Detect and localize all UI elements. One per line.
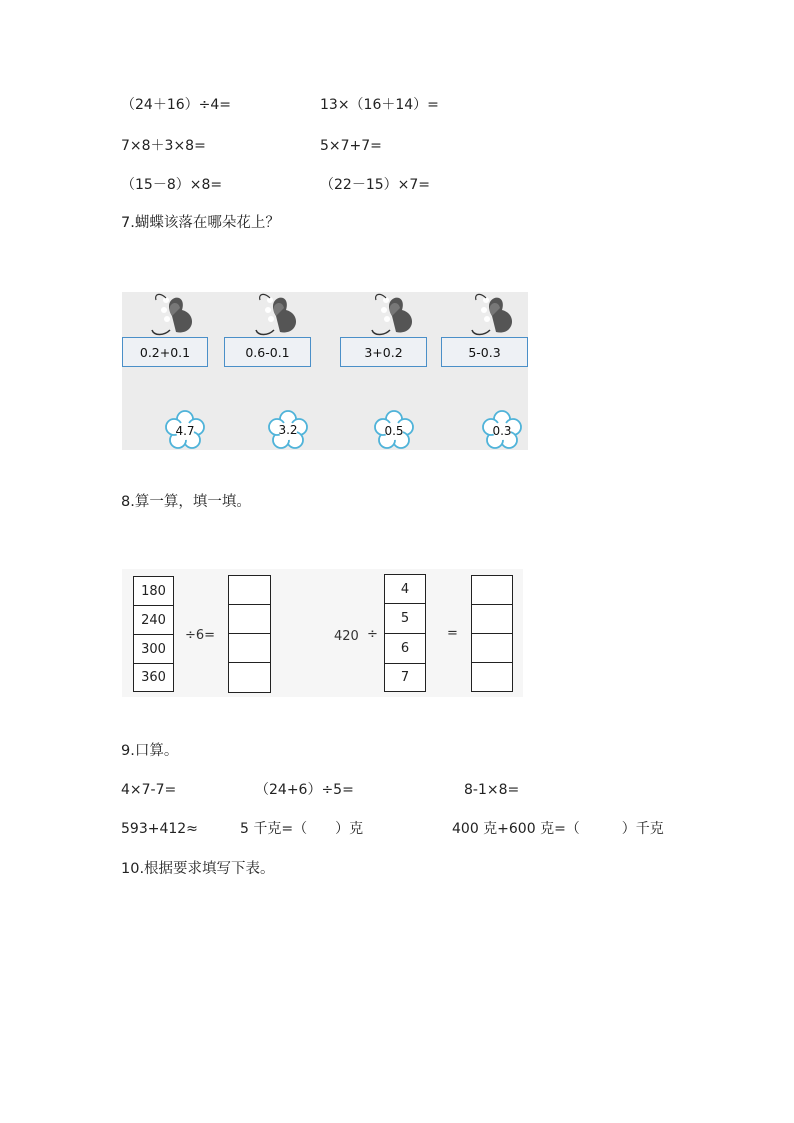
dividend-cell: 180 [134, 577, 173, 606]
butterfly-icon [246, 292, 300, 340]
butterfly-panel [122, 292, 528, 450]
expression-box: 5-0.3 [441, 337, 528, 367]
divisor-cell: 6 [385, 634, 425, 664]
answer-cell[interactable] [229, 605, 270, 634]
divisor-cell: 7 [400, 670, 410, 685]
expression-box: 0.2+0.1 [122, 337, 208, 367]
divisor-cell: 4 [385, 575, 425, 604]
answer-cell[interactable] [229, 663, 270, 692]
q8-title: 8.算一算，填一填。 [121, 494, 251, 510]
exercise-6: （22－15）×7= [320, 177, 430, 193]
expression-box: 3+0.2 [340, 337, 427, 367]
flower-value: 4.7 [175, 424, 195, 438]
exercise-4: 5×7+7= [320, 138, 382, 154]
equals-sign: = [447, 626, 458, 641]
flower-value: 0.5 [384, 424, 404, 438]
answer-column [228, 575, 271, 693]
mental-math-item: 593+412≈ [121, 821, 198, 837]
answer-cell[interactable] [229, 634, 270, 663]
fill-in-panel [122, 569, 523, 697]
mental-math-item: 5 千克=（ ）克 [240, 821, 364, 837]
mental-math-item: 400 克+600 克=（ ）千克 [452, 821, 664, 837]
butterfly-icon [362, 292, 416, 340]
butterfly-icon [462, 292, 516, 340]
expression-box: 0.6-0.1 [224, 337, 311, 367]
answer-cell[interactable] [472, 663, 512, 691]
mental-math-item: 4×7-7= [121, 782, 177, 798]
dividend-cell: 360 [141, 670, 166, 685]
dividend-value: 420 [334, 629, 359, 644]
flower-value: 3.2 [278, 423, 298, 437]
q7-title: 7.蝴蝶该落在哪朵花上？ [121, 215, 280, 231]
divide-operator: ÷6= [185, 628, 216, 643]
answer-cell[interactable] [472, 634, 512, 663]
answer-cell[interactable] [229, 576, 270, 605]
butterfly-icon [142, 292, 196, 340]
answer-cell[interactable] [472, 576, 512, 605]
divide-operator: ÷ [367, 627, 378, 642]
answer-column [471, 575, 513, 692]
exercise-1: （24＋16）÷4= [121, 97, 231, 113]
flower-value: 0.3 [492, 424, 512, 438]
q10-title: 10.根据要求填写下表。 [121, 861, 275, 877]
exercise-2: 13×（16＋14）= [320, 97, 439, 113]
divisor-column [384, 574, 426, 692]
dividend-column [133, 576, 174, 692]
exercise-3: 7×8＋3×8= [121, 138, 206, 154]
dividend-cell: 240 [134, 606, 173, 635]
divisor-cell: 5 [385, 604, 425, 634]
mental-math-item: （24+6）÷5= [255, 782, 354, 798]
mental-math-item: 8-1×8= [464, 782, 520, 798]
q9-title: 9.口算。 [121, 743, 179, 759]
exercise-5: （15－8）×8= [121, 177, 223, 193]
dividend-cell: 300 [134, 635, 173, 664]
answer-cell[interactable] [472, 605, 512, 634]
